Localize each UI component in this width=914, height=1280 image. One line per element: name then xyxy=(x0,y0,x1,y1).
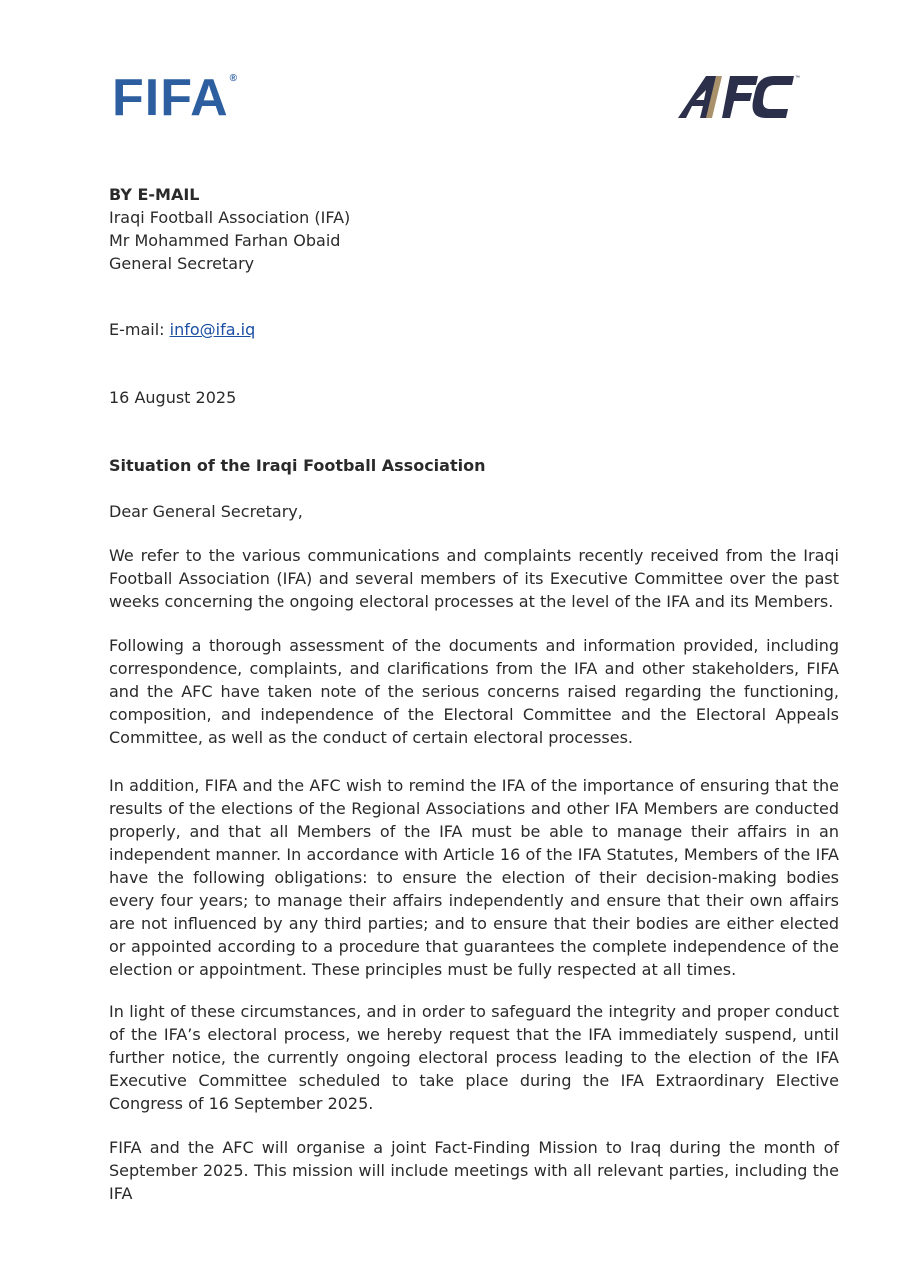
recipient-title: General Secretary xyxy=(109,254,255,273)
recipient-name: Mr Mohammed Farhan Obaid xyxy=(109,231,341,250)
email-line xyxy=(109,318,839,341)
afc-logo-f-shape xyxy=(722,76,758,118)
email-link[interactable]: info@ifa.iq xyxy=(169,320,256,339)
paragraph-5: FIFA and the AFC will organise a joint Fact-Finding Mission to Iraq during the month of September 2025. This mission will include meetings with all relevant parties, including the IFA xyxy=(109,1138,839,1203)
fifa-logo xyxy=(112,69,239,127)
paragraph-3: In addition, FIFA and the AFC wish to remind the IFA of the importance of ensuring that the results of the elections of the Regional Associations and other IFA Members are conducted properly, and that all Members of the IFA must be able to manage their affairs in an independent manner. In accordance with Article 16 of the IFA Statutes, Members of the IFA have the following obligations: to ensure the election of their decision-making bodies every four years; to manage their affairs independently and ensure that their own affairs are not influenced by any third parties; and to ensure that their bodies are either elected or appointed according to a procedure that guarantees the complete independence of the election or appointment. These principles must be fully respected at all times. xyxy=(109,776,839,979)
fifa-registered-mark: ® xyxy=(229,73,239,84)
letter-subject: Situation of the Iraqi Football Association xyxy=(109,456,486,475)
paragraph-1: We refer to the various communications and complaints recently received from the Iraqi Football Association (IFA) and several members of its Executive Committee over the past weeks concerning the ongoing electoral processes at the level of the IFA and its Members. xyxy=(109,546,839,611)
recipient-address xyxy=(109,183,839,275)
afc-logo xyxy=(676,70,802,122)
fifa-logo-text: FIFA xyxy=(112,69,229,127)
paragraph-2: Following a thorough assessment of the documents and information provided, including correspondence, complaints, and clarifications from the IFA and other stakeholders, FIFA and the AFC have taken note of the serious concerns raised regarding the functioning, composition, and independence of the Electoral Committee and the Electoral Appeals Committee, as well as the conduct of certain electoral processes. xyxy=(109,636,839,747)
afc-logo-c-shape xyxy=(753,76,794,118)
afc-trademark: ™ xyxy=(795,75,800,81)
recipient-organisation: Iraqi Football Association (IFA) xyxy=(109,208,351,227)
paragraph-4: In light of these circumstances, and in order to safeguard the integrity and proper conduct of the IFA’s electoral process, we hereby request that the IFA immediately suspend, until further notice, the currently ongoing electoral process leading to the election of the IFA Executive Committee scheduled to take place during the IFA Extraordinary Elective Congress of 16 September 2025. xyxy=(109,1002,839,1113)
salutation: Dear General Secretary, xyxy=(109,502,303,521)
delivery-method: BY E-MAIL xyxy=(109,185,200,204)
letter-date: 16 August 2025 xyxy=(109,388,237,407)
email-label: E-mail: xyxy=(109,320,170,339)
